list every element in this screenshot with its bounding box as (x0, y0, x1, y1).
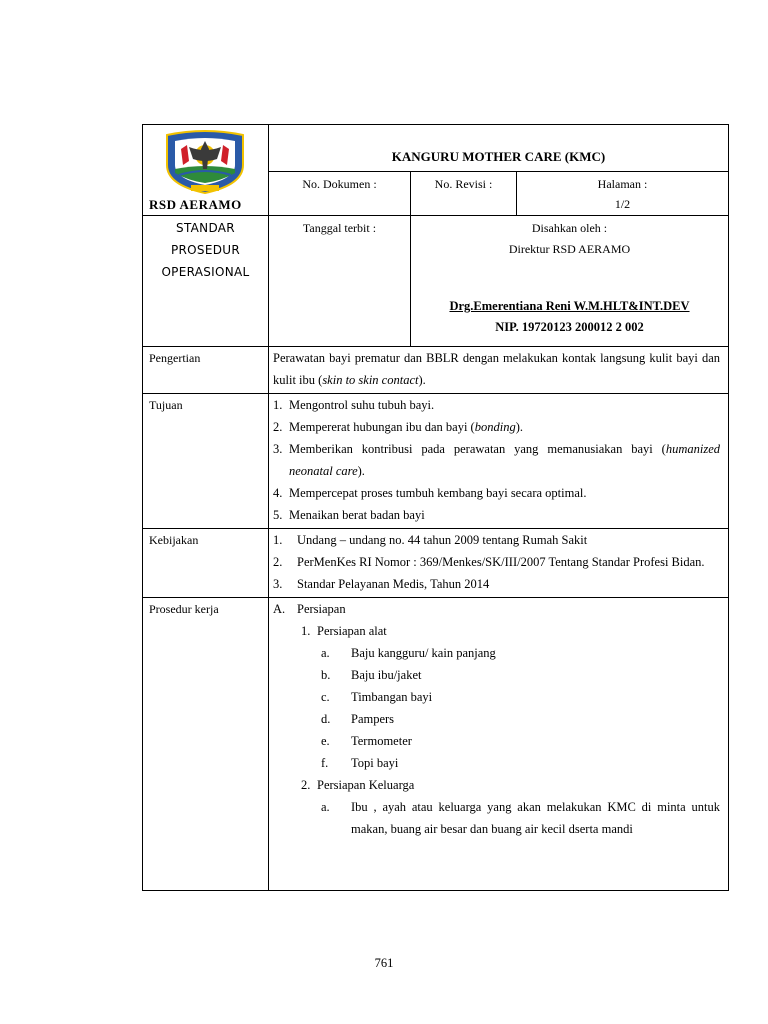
logo-cell (143, 125, 269, 216)
alat-item (273, 730, 720, 752)
direktur-label: Direktur RSD AERAMO (508, 242, 631, 256)
halaman-label: Halaman : (597, 176, 648, 191)
alat-item-text: Baju kangguru/ kain panjang (351, 646, 496, 660)
tujuan-item-main: Mempercepat proses tumbuh kembang bayi secara optimal. (289, 486, 587, 500)
alat-item-text: Topi bayi (351, 756, 399, 770)
tujuan-item (273, 482, 720, 504)
tujuan-item-italic: humanized neonatal care (289, 442, 720, 478)
tujuan-label: Tujuan (143, 394, 269, 529)
section-a-title: Persiapan (297, 602, 346, 616)
kebijakan-item-num: 3. (273, 577, 283, 591)
approval-cell (411, 216, 729, 347)
alat-item (273, 752, 720, 774)
alat-item-letter: d. (321, 712, 331, 726)
kebijakan-label: Kebijakan (143, 529, 269, 598)
shield-emblem-icon (161, 129, 249, 195)
keluarga-item-letter: a. (321, 800, 330, 814)
alat-list (273, 642, 720, 774)
sub-section-1 (273, 620, 720, 642)
alat-item-text: Timbangan bayi (351, 690, 433, 704)
alat-item-letter: f. (321, 756, 329, 770)
tujuan-item (273, 394, 720, 416)
hospital-name: RSD AERAMO (149, 197, 242, 212)
kebijakan-item-text: Undang – undang no. 44 tahun 2009 tentang Rumah Sakit (297, 533, 588, 547)
section-a (273, 598, 720, 620)
hospital-logo (161, 129, 249, 195)
sub-section-2 (273, 774, 720, 796)
tujuan-item-tail: ). (357, 464, 365, 478)
tujuan-item-text (289, 504, 720, 526)
kebijakan-item-text: PerMenKes RI Nomor : 369/Menkes/SK/III/2007 Tentang Standar Profesi Bidan. (297, 555, 705, 569)
tujuan-item-num: 3. (273, 442, 283, 456)
sub-2-title: Persiapan Keluarga (317, 778, 415, 792)
tujuan-item-text (289, 416, 720, 438)
tujuan-list (273, 394, 720, 526)
kebijakan-item-text: Standar Pelayanan Medis, Tahun 2014 (297, 577, 490, 591)
alat-item-letter: b. (321, 668, 331, 682)
prosedur-content (269, 598, 729, 891)
tujuan-item (273, 438, 720, 482)
tujuan-item-text (289, 482, 720, 504)
kebijakan-item-num: 2. (273, 555, 283, 569)
tujuan-item-main: Menaikan berat badan bayi (289, 508, 425, 522)
disahkan-label: Disahkan oleh : (531, 221, 608, 235)
sub-2-num: 2. (301, 778, 311, 792)
kebijakan-list (273, 529, 720, 595)
kebijakan-content (269, 529, 729, 598)
no-revisi-label: No. Revisi : (434, 176, 493, 191)
alat-item-text: Baju ibu/jaket (351, 668, 422, 682)
tanggal-terbit-cell (269, 216, 411, 347)
tujuan-item (273, 416, 720, 438)
signer-name: Drg.Emerentiana Reni W.M.HLT&INT.DEV (449, 299, 690, 313)
tujuan-item-num: 4. (273, 486, 283, 500)
alat-item (273, 642, 720, 664)
tujuan-item-text (289, 438, 720, 482)
keluarga-list (273, 796, 720, 840)
kebijakan-item (273, 551, 720, 573)
kebijakan-item-num: 1. (273, 533, 283, 547)
kebijakan-item (273, 529, 720, 551)
tujuan-item-num: 2. (273, 420, 283, 434)
tujuan-item-text (289, 394, 720, 416)
keluarga-item (273, 796, 720, 840)
pengertian-end: ). (418, 373, 426, 387)
alat-item-text: Pampers (351, 712, 395, 726)
pengertian-italic: skin to skin contact (322, 373, 419, 387)
tujuan-item (273, 504, 720, 526)
alat-item (273, 664, 720, 686)
alat-item-letter: c. (321, 690, 330, 704)
alat-item (273, 686, 720, 708)
keluarga-item-text: Ibu , ayah atau keluarga yang akan melakukan KMC di minta untuk makan, buang air besar dan buang air kecil dserta mandi (351, 800, 720, 836)
sub-1-num: 1. (301, 624, 311, 638)
alat-item (273, 708, 720, 730)
tujuan-item-num: 1. (273, 398, 283, 412)
tujuan-item-main: Mempererat hubungan ibu dan bayi ( (289, 420, 475, 434)
document-title: KANGURU MOTHER CARE (KMC) (269, 125, 729, 172)
kebijakan-item (273, 573, 720, 595)
sub-1-title: Persiapan alat (317, 624, 387, 638)
sop-label-cell (143, 216, 269, 347)
alat-item-text: Termometer (351, 734, 412, 748)
no-dokumen-label: No. Dokumen : (302, 176, 377, 191)
tujuan-item-main: Mengontrol suhu tubuh bayi. (289, 398, 435, 412)
prosedur-label: Prosedur kerja (143, 598, 269, 891)
sop-table (142, 124, 729, 891)
sop-line-2: PROSEDUR (171, 243, 240, 257)
tujuan-item-italic: bonding (474, 420, 516, 434)
tujuan-item-main: Memberikan kontribusi pada perawatan yang memanusiakan bayi ( (289, 442, 666, 456)
alat-item-letter: a. (321, 646, 330, 660)
sop-line-3: OPERASIONAL (161, 265, 250, 279)
section-a-letter: A. (273, 602, 286, 616)
pengertian-text: Perawatan bayi prematur dan BBLR dengan melakukan kontak langsung kulit bayi dan kulit ibu ( (273, 351, 720, 387)
page-number: 761 (374, 956, 394, 970)
signer-nip: NIP. 19720123 200012 2 002 (495, 320, 644, 334)
pengertian-label: Pengertian (143, 347, 269, 394)
no-revisi-cell (411, 171, 517, 215)
alat-item-letter: e. (321, 734, 330, 748)
tujuan-item-tail: ). (515, 420, 523, 434)
tujuan-content (269, 394, 729, 529)
halaman-cell (517, 171, 729, 215)
sop-line-1: STANDAR (176, 221, 235, 235)
tanggal-terbit-label: Tanggal terbit : (302, 221, 377, 235)
halaman-value: 1/2 (614, 196, 631, 211)
no-dokumen-cell (269, 171, 411, 215)
pengertian-content (269, 347, 729, 394)
tujuan-item-num: 5. (273, 508, 283, 522)
